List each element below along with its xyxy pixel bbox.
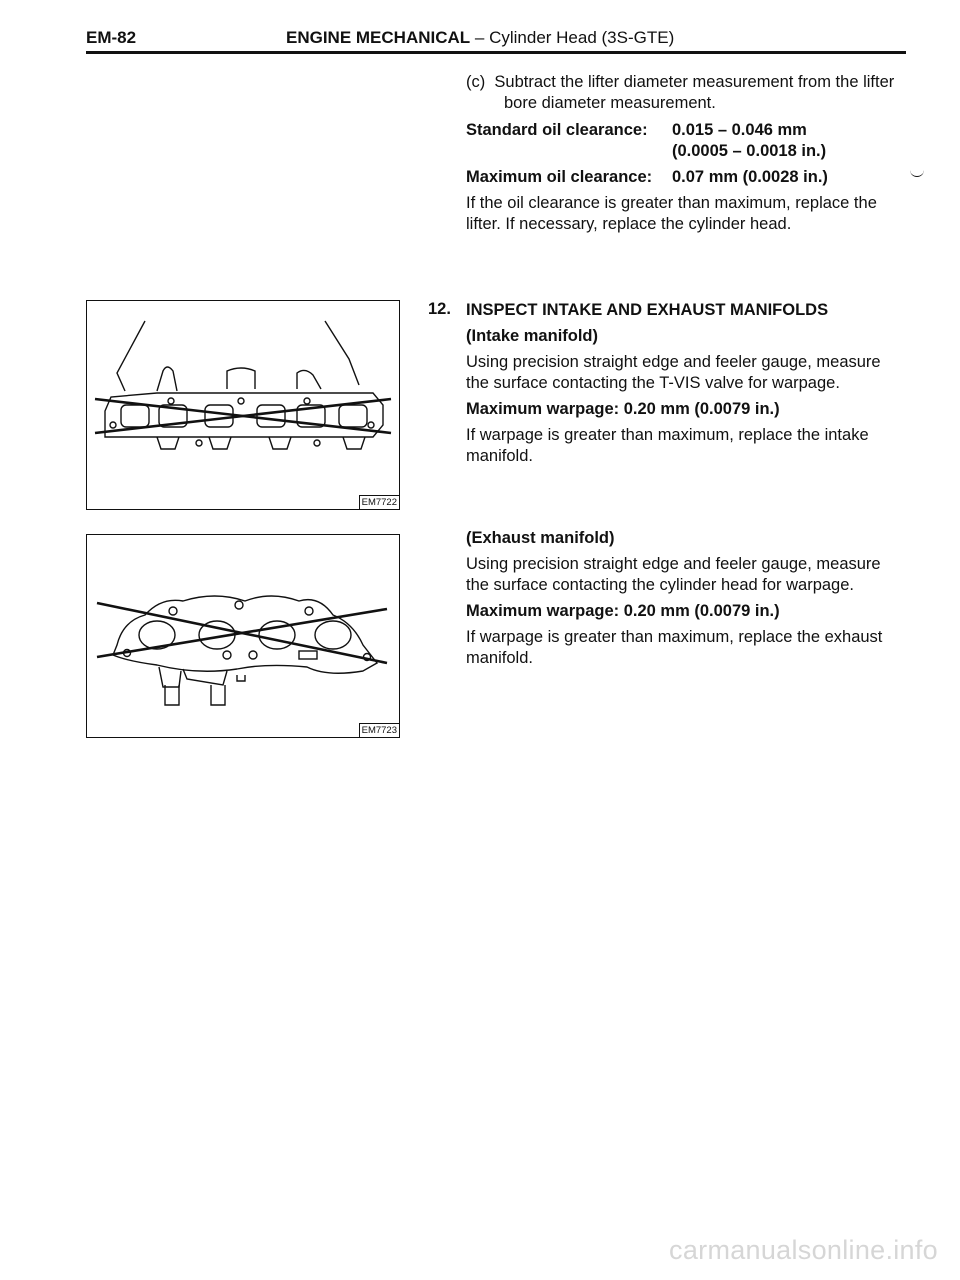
lifter-note: If the oil clearance is greater than maximum, replace the lifter. If necessary, replace the cylinder head. xyxy=(466,194,877,233)
intake-figure-code: EM7722 xyxy=(359,495,399,509)
intake-manifold-block xyxy=(466,300,906,467)
intake-warpage-spec: Maximum warpage: 0.20 mm (0.0079 in.) xyxy=(466,400,780,418)
margin-mark xyxy=(910,170,924,177)
maximum-clearance-value: 0.07 mm (0.0028 in.) xyxy=(672,168,828,186)
intake-subheading: (Intake manifold) xyxy=(466,327,599,345)
section-title-rest: – Cylinder Head (3S-GTE) xyxy=(470,28,675,47)
exhaust-warpage-spec: Maximum warpage: 0.20 mm (0.0079 in.) xyxy=(466,602,780,620)
intake-note: If warpage is greater than maximum, replace the intake manifold. xyxy=(466,426,869,465)
lifter-step-label: (c) xyxy=(466,73,486,91)
intake-manifold-illustration xyxy=(87,301,399,509)
section-title-bold: ENGINE MECHANICAL xyxy=(286,28,471,47)
page-number: EM-82 xyxy=(86,28,137,47)
watermark: carmanualsonline.info xyxy=(669,1235,938,1265)
standard-clearance-values xyxy=(672,120,826,162)
exhaust-note: If warpage is greater than maximum, replace the exhaust manifold. xyxy=(466,628,883,667)
exhaust-manifold-illustration xyxy=(87,535,399,737)
lifter-instruction xyxy=(466,72,906,114)
exhaust-manifold-block xyxy=(466,528,906,669)
lifter-clearance-block xyxy=(466,72,906,235)
standard-clearance-mm: 0.015 – 0.046 mm xyxy=(672,121,807,139)
maximum-clearance-row xyxy=(466,167,906,188)
maximum-clearance-label: Maximum oil clearance: xyxy=(466,168,653,186)
step-heading: INSPECT INTAKE AND EXHAUST MANIFOLDS xyxy=(466,301,829,319)
exhaust-instruction: Using precision straight edge and feeler gauge, measure the surface contacting the cylinder head for warpage. xyxy=(466,555,881,594)
intake-manifold-figure xyxy=(86,300,400,510)
standard-clearance-row xyxy=(466,120,906,162)
standard-clearance-in: (0.0005 – 0.0018 in.) xyxy=(672,142,827,160)
page-header xyxy=(86,24,906,54)
section-title xyxy=(286,28,674,48)
step-number-12: 12. xyxy=(428,300,451,318)
exhaust-subheading: (Exhaust manifold) xyxy=(466,529,615,547)
header-rule xyxy=(86,51,906,54)
intake-instruction: Using precision straight edge and feeler gauge, measure the surface contacting the T-VIS valve for warpage. xyxy=(466,353,881,392)
standard-clearance-label: Standard oil clearance: xyxy=(466,121,648,139)
exhaust-manifold-figure xyxy=(86,534,400,738)
exhaust-figure-code: EM7723 xyxy=(359,723,399,737)
lifter-step-text: Subtract the lifter diameter measurement from the lifter bore diameter measurement. xyxy=(494,73,895,112)
